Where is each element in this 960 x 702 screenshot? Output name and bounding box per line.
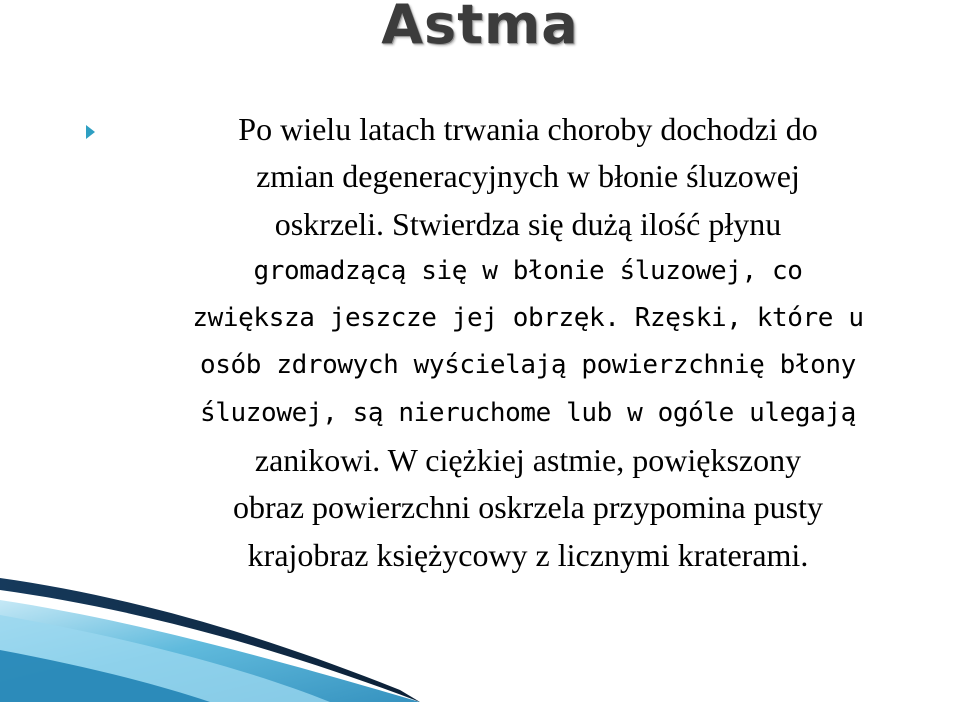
body-text-line: krajobraz księżycowy z licznymi kraterami. <box>247 536 809 573</box>
body-text-line: zanikowi. W ciężkiej astmie, powiększony <box>254 442 802 479</box>
body-text <box>96 106 960 579</box>
slide-title: Astma <box>381 0 579 56</box>
body-text-line: zmian degeneracyjnych w błonie śluzowej <box>256 158 800 195</box>
body-text-line: Po wielu latach trwania choroby dochodzi do <box>238 111 818 147</box>
body-text-line: obraz powierzchni oskrzela przypomina pusty <box>232 489 823 526</box>
triangle-bullet-icon <box>86 125 95 139</box>
decorative-wave-corner <box>0 560 960 702</box>
body-text-line: zwiększa jeszcze jej obrzęk. Rzęski, które u <box>192 303 864 334</box>
body-text-line: gromadzącą się w błonie śluzowej, co <box>253 255 803 286</box>
body-text-line: oskrzeli. Stwierdza się dużą ilość płynu <box>274 205 782 242</box>
body-text-line: śluzowej, są nieruchome lub w ogóle ulegają <box>200 397 856 428</box>
body-text-line: osób zdrowych wyścielają powierzchnię błony <box>200 350 856 381</box>
